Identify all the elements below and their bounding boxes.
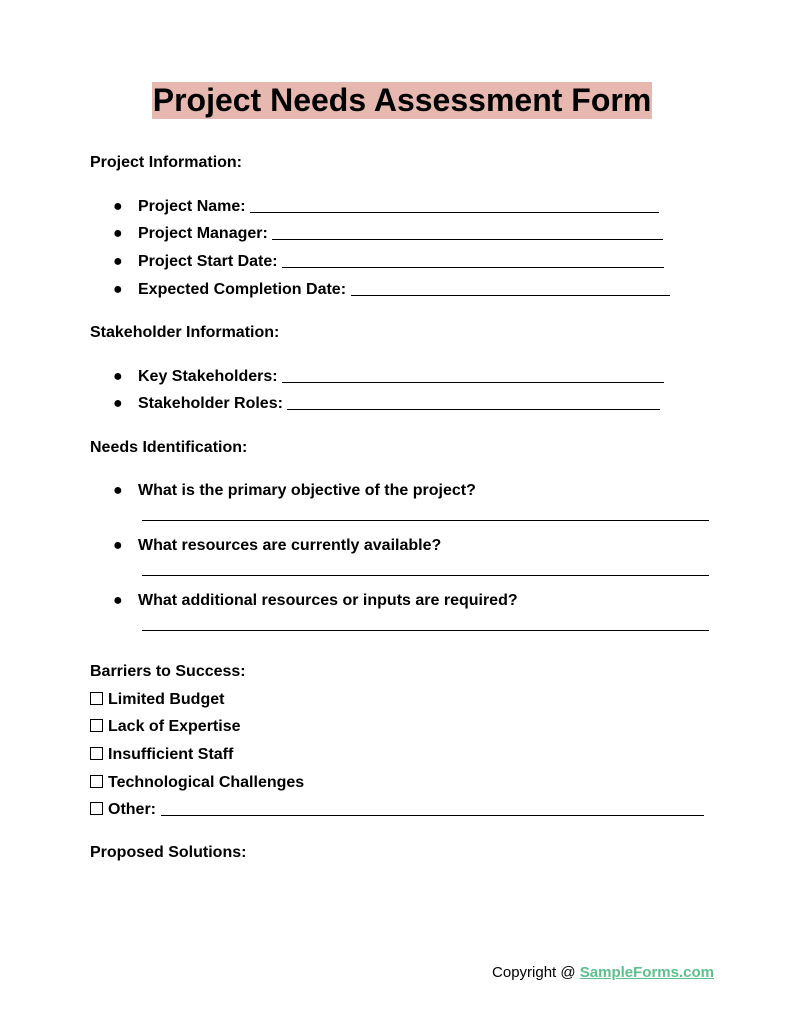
question-additional-resources bbox=[113, 591, 518, 611]
bullet-icon: ● bbox=[113, 368, 123, 385]
bullet-icon: ● bbox=[113, 395, 123, 412]
bullet-icon: ● bbox=[113, 537, 123, 554]
field-project-name bbox=[113, 197, 246, 217]
question-current-resources bbox=[113, 536, 441, 556]
brand-link[interactable]: SampleForms.com bbox=[579, 964, 714, 981]
project-manager-input-line[interactable] bbox=[272, 239, 663, 240]
field-label: Stakeholder Roles: bbox=[138, 395, 283, 412]
checkbox-label: Insufficient Staff bbox=[108, 746, 234, 763]
bullet-icon: ● bbox=[113, 225, 123, 242]
bullet-icon: ● bbox=[113, 198, 123, 215]
field-project-manager bbox=[113, 224, 268, 244]
field-expected-completion-date bbox=[113, 280, 346, 300]
current-resources-answer-line[interactable] bbox=[142, 575, 709, 576]
field-label: Expected Completion Date: bbox=[138, 281, 347, 298]
checkbox-option-technological-challenges[interactable] bbox=[90, 773, 304, 793]
key-stakeholders-input-line[interactable] bbox=[282, 382, 664, 383]
project-start-date-input-line[interactable] bbox=[282, 267, 664, 268]
field-project-start-date bbox=[113, 252, 278, 272]
field-label: Key Stakeholders: bbox=[138, 368, 278, 385]
checkbox-label: Limited Budget bbox=[108, 691, 225, 708]
checkbox-icon[interactable] bbox=[90, 692, 103, 705]
section-heading-proposed-solutions: Proposed Solutions: bbox=[90, 844, 247, 861]
field-label: Project Manager: bbox=[138, 225, 268, 242]
question-label: What is the primary objective of the project? bbox=[138, 482, 476, 499]
checkbox-label: Technological Challenges bbox=[108, 774, 305, 791]
additional-resources-answer-line[interactable] bbox=[142, 630, 709, 631]
page-title: Project Needs Assessment Form bbox=[152, 82, 652, 118]
project-name-input-line[interactable] bbox=[250, 212, 659, 213]
copyright-footer bbox=[492, 963, 714, 983]
question-label: What resources are currently available? bbox=[138, 537, 442, 554]
section-heading-stakeholder-information: Stakeholder Information: bbox=[90, 324, 280, 341]
field-key-stakeholders bbox=[113, 367, 278, 387]
checkbox-label: Other: bbox=[108, 801, 156, 818]
checkbox-label: Lack of Expertise bbox=[108, 718, 241, 735]
checkbox-icon[interactable] bbox=[90, 747, 103, 760]
other-barrier-input-line[interactable] bbox=[161, 815, 704, 816]
bullet-icon: ● bbox=[113, 281, 123, 298]
bullet-icon: ● bbox=[113, 592, 123, 609]
section-heading-needs-identification: Needs Identification: bbox=[90, 439, 248, 456]
checkbox-option-other[interactable] bbox=[90, 800, 156, 820]
checkbox-icon[interactable] bbox=[90, 775, 103, 788]
checkbox-option-lack-of-expertise[interactable] bbox=[90, 717, 241, 737]
section-heading-barriers: Barriers to Success: bbox=[90, 663, 246, 680]
field-label: Project Name: bbox=[138, 198, 246, 215]
bullet-icon: ● bbox=[113, 253, 123, 270]
question-label: What additional resources or inputs are required? bbox=[138, 592, 518, 609]
checkbox-icon[interactable] bbox=[90, 719, 103, 732]
checkbox-option-limited-budget[interactable] bbox=[90, 690, 224, 710]
expected-completion-date-input-line[interactable] bbox=[351, 295, 670, 296]
field-label: Project Start Date: bbox=[138, 253, 278, 270]
field-stakeholder-roles bbox=[113, 394, 283, 414]
copyright-text: Copyright @ bbox=[492, 964, 580, 981]
section-heading-project-information: Project Information: bbox=[90, 154, 243, 171]
title-container bbox=[0, 82, 798, 119]
bullet-icon: ● bbox=[113, 482, 123, 499]
primary-objective-answer-line[interactable] bbox=[142, 520, 709, 521]
checkbox-icon[interactable] bbox=[90, 802, 103, 815]
checkbox-option-insufficient-staff[interactable] bbox=[90, 745, 233, 765]
stakeholder-roles-input-line[interactable] bbox=[287, 409, 660, 410]
question-primary-objective bbox=[113, 481, 476, 501]
